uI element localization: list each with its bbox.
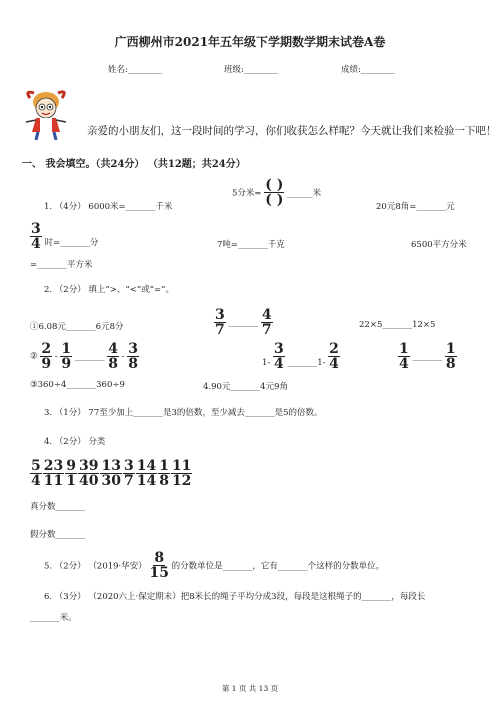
fraction [78,459,99,488]
item-marker: ② [30,351,38,362]
q1-b-suffix: ______米 [287,188,322,199]
fraction-numerator: 4 [261,307,272,323]
fraction-denominator: 7 [261,322,272,338]
q2-row1-c: 22×5_______12×5 [359,320,436,330]
q4-proper: 真分数_______ [30,502,86,512]
fraction-numerator: 4 [108,341,119,357]
fraction [171,459,192,488]
q6-line2: _______米。 [30,613,77,623]
fraction-denominator: 9 [61,356,72,372]
fraction-denominator: 4 [31,473,41,489]
fraction-denominator: 4 [273,356,284,372]
q1-part-c: 20元8角=_______元 [376,202,455,212]
score-field: 成绩:________ [341,65,395,75]
fraction [123,459,135,488]
fraction-numerator: 5 [31,458,41,474]
q1-part-b [232,178,321,207]
fraction-denominator: ( ) [265,192,284,208]
fraction [100,459,121,488]
q1-d-suffix: 时=_______分 [44,238,99,248]
q1-part-f: 6500平方分米 [411,240,467,250]
fraction-numerator: 8 [154,550,165,566]
name-field: 姓名:________ [108,65,162,75]
q1-part-d [30,222,98,251]
fraction [107,342,119,371]
fraction [273,342,285,371]
class-field: 班级:________ [224,65,278,75]
fraction-denominator: 12 [171,473,192,489]
q2-row2-a [30,342,139,371]
fraction-numerator: 39 [78,458,99,474]
fraction [158,459,170,488]
fraction-denominator: 40 [78,473,99,489]
fraction-denominator: 11 [43,473,64,489]
fraction-numerator: 3 [273,341,284,357]
fraction-denominator: 15 [149,565,169,581]
fraction-numerator: 1 [159,458,169,474]
q2-row2-c [398,342,457,371]
q4-heading: 4. （2分） 分类 [44,437,106,447]
fraction-numerator: 1 [399,341,409,357]
fraction-denominator: 8 [128,356,139,372]
q5-suffix: 的分数单位是_______，它有_______个这样的分数单位。 [171,561,385,572]
fraction-denominator: 8 [108,356,119,372]
q5-prefix: 5. （2分） （2019·华安） [44,561,147,572]
fraction-numerator: 11 [171,458,192,474]
fraction-denominator: 8 [159,473,169,489]
compare-blank: _______1- [287,358,326,368]
q5-line [44,551,384,580]
q1-d-fraction [30,222,42,251]
fraction-numerator: 2 [329,341,339,357]
q4-fraction-list [30,459,192,488]
fraction [136,459,157,488]
fraction-denominator: 4 [31,236,41,252]
fraction-numerator: 9 [66,458,76,474]
q3-text: 3. （1分） 77至少加上_______是3的倍数，至少减去_______是5的倍数。 [44,408,323,418]
operator: - [54,351,58,362]
q6-line1: 6. （3分） （2020六上·保定期末）把8米长的绳子平均分成3段，每段是这根绳子的_______，每段长 [44,592,426,602]
q1-part-g: =_______平方米 [30,260,93,270]
q1-b-fraction [264,178,284,207]
compare-blank: _______ [228,317,259,328]
fraction-denominator: 14 [136,473,157,489]
compare-blank: _______ [412,351,443,362]
fraction-numerator: 3 [215,307,225,323]
fraction-denominator: 4 [329,356,339,372]
q2-row2-b [262,342,340,371]
fraction [149,551,168,580]
fraction-numerator: 1 [445,341,456,357]
fraction [127,342,139,371]
q2-row3-a: ③360÷4_______360÷9 [30,380,125,390]
mascot-icon [18,88,74,140]
operator: - [121,351,125,362]
fraction [40,342,52,371]
fraction-numerator: 3 [128,341,139,357]
q1-part-a: 1. （4分） 6000米=_______千米 [44,202,173,212]
fraction [65,459,77,488]
fraction-denominator: 9 [41,356,52,372]
q1-b-prefix: 5分米= [232,188,262,199]
q2-row1-b [214,308,273,337]
q2-row3-b: 4.90元_______4元9角 [203,382,288,392]
fraction-numerator: 2 [41,341,52,357]
fraction [60,342,72,371]
fraction [214,308,226,337]
fraction-numerator: 13 [101,458,121,474]
q4-improper: 假分数_______ [30,530,86,540]
page-footer: 第 1 页 共 13 页 [221,684,279,693]
fraction [43,459,64,488]
fraction-numerator: 3 [123,458,134,474]
fraction [445,342,457,371]
q2-row1-a: ①6.08元_______6元8分 [30,322,124,332]
fraction [328,342,340,371]
q2-heading: 2. （2分） 填上“>、“<”或“=”。 [44,285,175,295]
fraction [398,342,410,371]
fraction-numerator: 23 [43,458,64,474]
fraction-denominator: 1 [66,473,76,489]
fraction-numerator: 14 [136,458,157,474]
fraction [261,308,273,337]
expression-prefix: 1- [262,358,271,368]
fraction-denominator: 4 [399,356,409,372]
fraction-denominator: 8 [445,356,456,372]
compare-blank: _______ [74,351,105,362]
fraction [30,459,42,488]
section-heading: 一、 我会填空。（共24分） （共12题；共24分） [22,159,246,170]
fraction-numerator: 3 [31,221,41,237]
fraction-denominator: 30 [101,473,121,489]
fraction-numerator: 1 [61,341,72,357]
fraction-denominator: 7 [123,473,134,489]
q1-part-e: 7吨=_______千克 [217,240,285,250]
fraction-denominator: 7 [215,322,225,338]
page-title: 广西柳州市2021年五年级下学期数学期末试卷A卷 [114,35,386,49]
intro-text: 亲爱的小朋友们，这一段时间的学习，你们收获怎么样呢？今天就让我们来检验一下吧！ [87,125,497,137]
fraction-numerator: ( ) [265,177,284,193]
